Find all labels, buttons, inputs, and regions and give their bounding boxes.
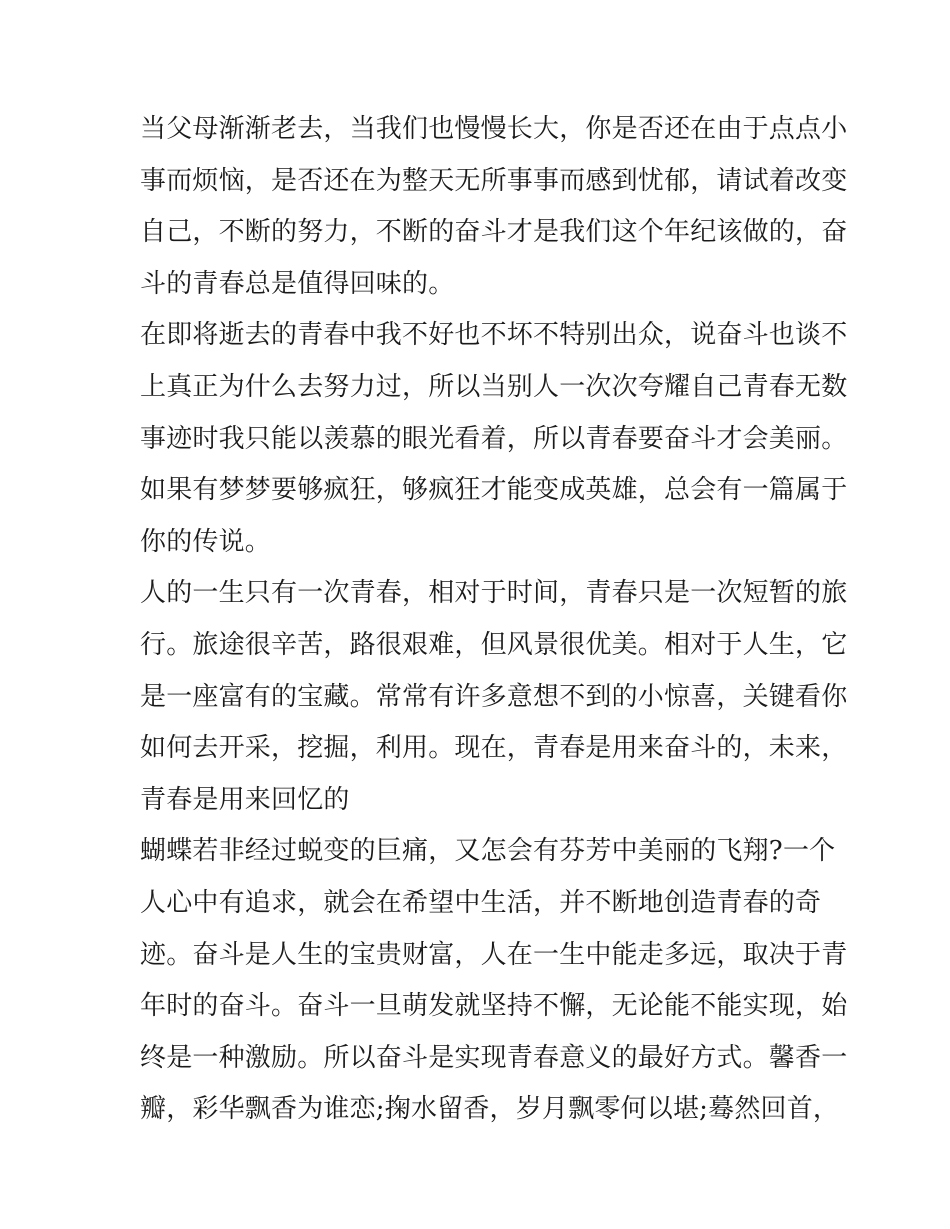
text-line: 是一座富有的宝藏。常常有许多意想不到的小惊喜，关键看你 [140,681,848,712]
text-line: 事而烦恼，是否还在为整天无所事事而感到忧郁，请试着改变 [140,165,848,196]
text-line: 自己，不断的努力，不断的奋斗才是我们这个年纪该做的，奋 [140,217,848,248]
text-line: 青春是用来回忆的 [140,784,350,815]
text-line: 如何去开采，挖掘，利用。现在，青春是用来奋斗的，未来， [140,733,848,764]
text-line: 斗的青春总是值得回味的。 [140,268,455,299]
text-line: 人的一生只有一次青春，相对于时间，青春只是一次短暂的旅 [140,578,848,609]
text-line: 人心中有追求，就会在希望中生活，并不断地创造青春的奇 [140,887,822,918]
text-line: 上真正为什么去努力过，所以当别人一次次夸耀自己青春无数 [140,371,848,402]
text-line: 瓣，彩华飘香为谁恋;掬水留香，岁月飘零何以堪;蓦然回首， [140,1094,840,1125]
text-line: 在即将逝去的青春中我不好也不坏不特别出众，说奋斗也谈不 [140,320,848,351]
text-line: 事迹时我只能以羡慕的眼光看着，所以青春要奋斗才会美丽。 [140,423,848,454]
text-line: 你的传说。 [140,526,272,557]
text-line: 迹。奋斗是人生的宝贵财富，人在一生中能走多远，取决于青 [140,939,848,970]
text-line: 当父母渐渐老去，当我们也慢慢长大，你是否还在由于点点小 [140,114,848,144]
text-line: 如果有梦梦要够疯狂，够疯狂才能变成英雄，总会有一篇属于 [140,475,848,506]
text-line: 终是一种激励。所以奋斗是实现青春意义的最好方式。馨香一 [140,1042,848,1073]
text-line: 蝴蝶若非经过蜕变的巨痛，又怎会有芬芳中美丽的飞翔?一个 [140,836,836,867]
text-line: 行。旅途很辛苦，路很艰难，但风景很优美。相对于人生，它 [140,629,848,660]
body-text [140,104,848,1136]
text-line: 年时的奋斗。奋斗一旦萌发就坚持不懈，无论能不能实现，始 [140,991,848,1022]
